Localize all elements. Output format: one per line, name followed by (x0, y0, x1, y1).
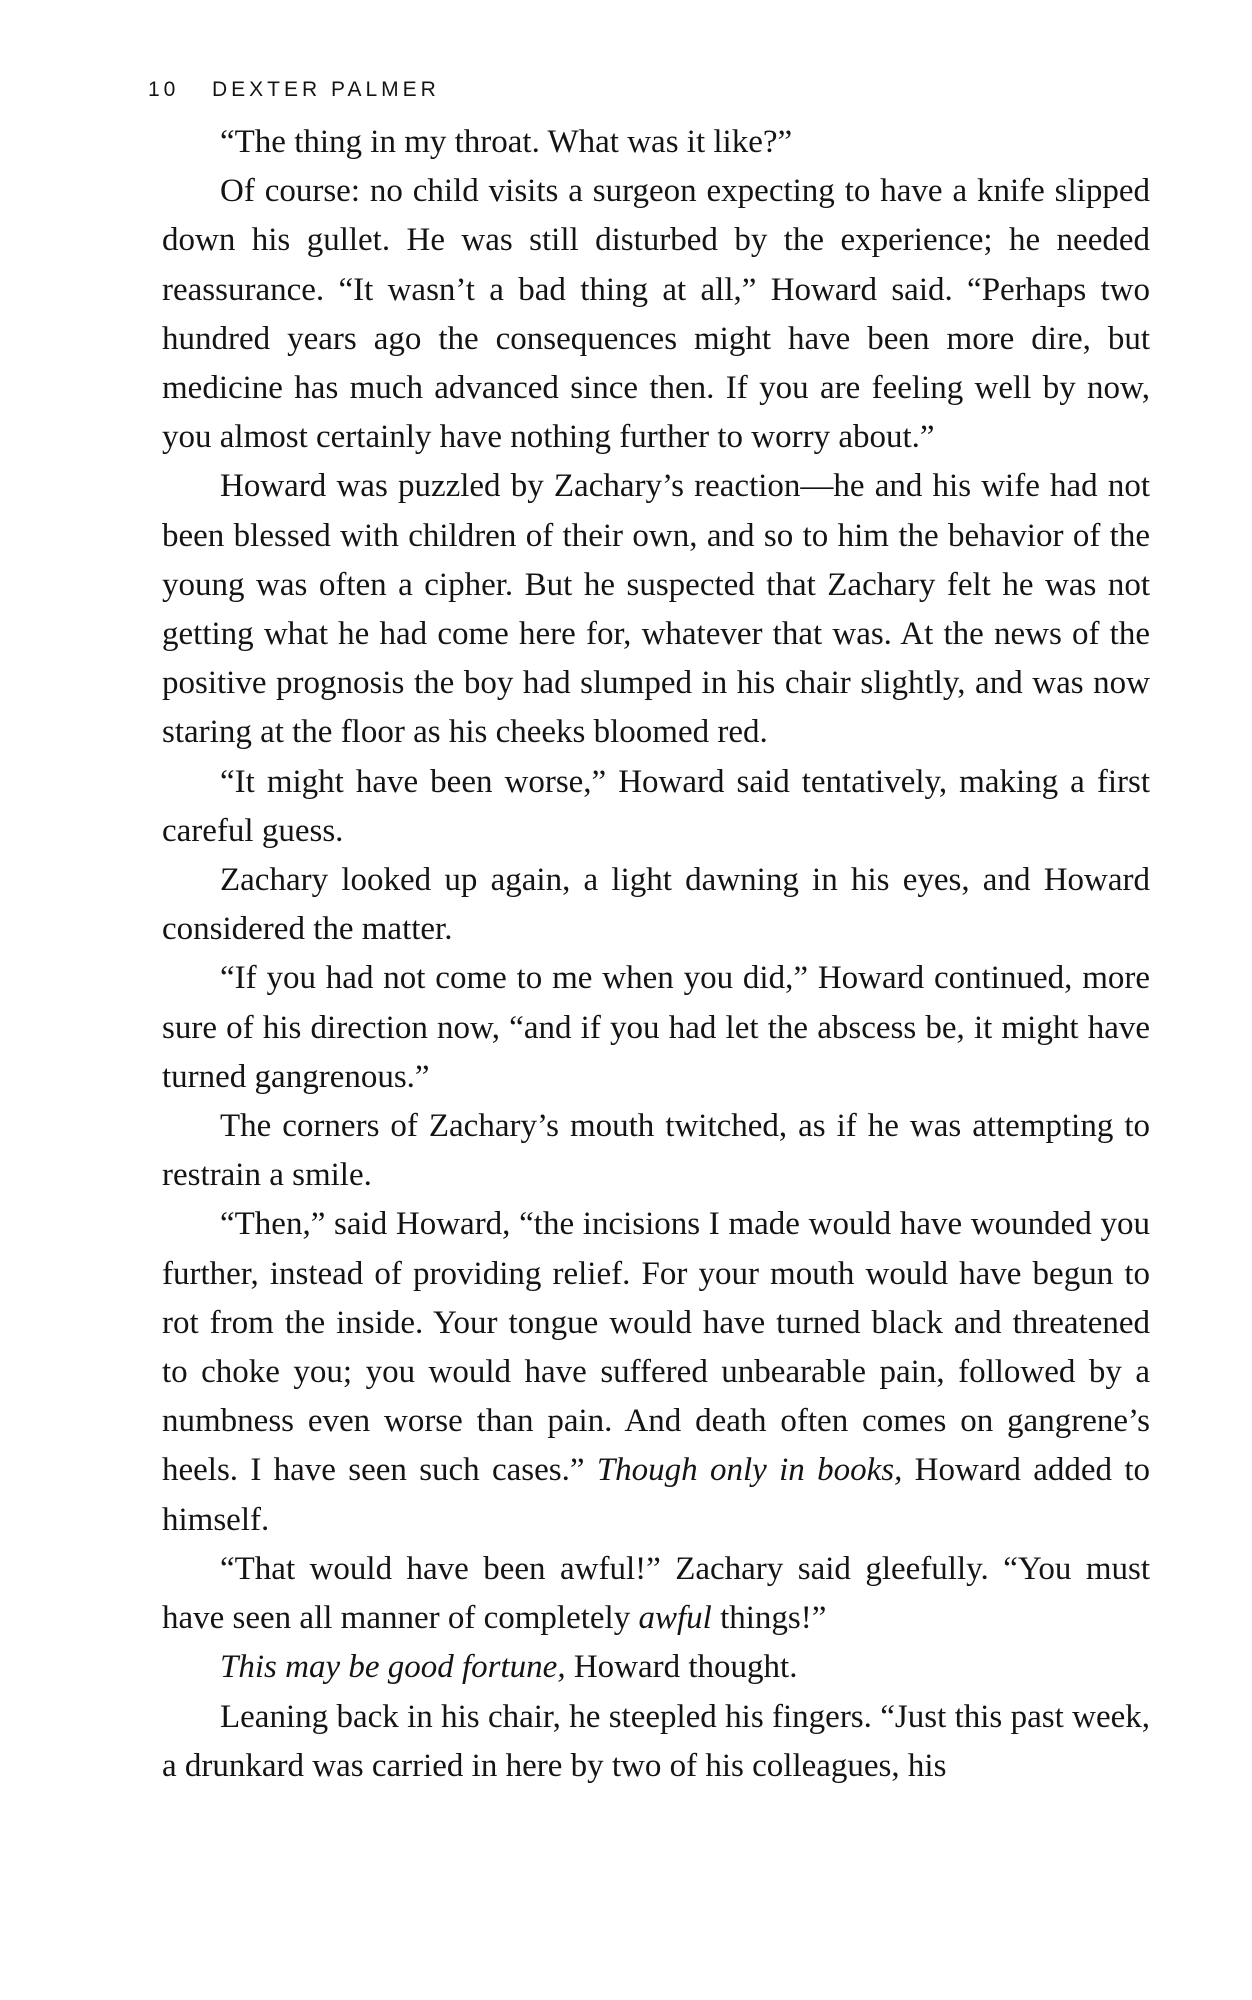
text-run: Howard added to himself. (162, 1452, 1151, 1538)
text-run: Leaning back in his chair, he steepled his fingers. “Just this past week, a drunkard was carried in here by two of his colleagues, his (162, 1698, 1150, 1784)
text-run: The corners of Zachary’s mouth twitched, as if he was attempting to restrain a smile. (162, 1108, 1150, 1194)
italic-emphasis: awful (638, 1600, 712, 1637)
paragraph (162, 1102, 1150, 1200)
paragraph (162, 167, 1150, 462)
text-run: Of course: no child visits a surgeon expecting to have a knife slipped down his gullet. He was still disturbed by the experience; he needed reassurance. “It wasn’t a bad thing at all,” Howard said. “Perhaps two hundred years ago the consequences might have been more dire, but medicine has much advanced since then. If you are feeling well by now, you almost certainly have nothing further to worry about.” (162, 173, 1150, 456)
paragraph (162, 954, 1150, 1102)
text-run: “The thing in my throat. What was it like?” (220, 124, 793, 160)
text-run: “That would have been awful!” Zachary said gleefully. “You must have seen all manner of completely (162, 1550, 1150, 1637)
text-run: “Then,” said Howard, “the incisions I made would have wounded you further, instead of providing relief. For your mouth would have begun to rot from the inside. Your tongue would have turned black and threatened to choke you; you would have suffered unbearable pain, followed by a numbness even worse than pain. And death often comes on gangrene’s heels. I have seen such cases.” (162, 1206, 1150, 1489)
paragraph (162, 1200, 1150, 1544)
italic-thought: This may be good fortune, (220, 1649, 566, 1686)
text-run: things!” (711, 1600, 827, 1637)
author-name: DEXTER PALMER (212, 78, 440, 101)
paragraph (162, 462, 1150, 757)
text-run: “It might have been worse,” Howard said tentatively, making a first careful guess. (162, 763, 1150, 849)
paragraph (162, 1693, 1150, 1791)
text-run: Howard thought. (565, 1649, 798, 1686)
paragraph (162, 1545, 1150, 1643)
body-text (162, 118, 1150, 1791)
text-run: Howard was puzzled by Zachary’s reaction—he and his wife had not been blessed with children of their own, and so to him the behavior of the young was often a cipher. But he suspected that Zachary felt he was not getting what he had come here for, whatever that was. At the news of the positive prognosis the boy had slumped in his chair slightly, and was now staring at the floor as his cheeks bloomed red. (162, 468, 1150, 751)
page-number: 10 (148, 78, 180, 101)
italic-thought: Though only in books, (596, 1452, 903, 1489)
paragraph (162, 118, 1150, 167)
paragraph (162, 1643, 1150, 1692)
paragraph (162, 856, 1150, 954)
paragraph (162, 758, 1150, 856)
running-head (148, 78, 440, 102)
text-run: Zachary looked up again, a light dawning in his eyes, and Howard considered the matter. (162, 862, 1150, 948)
text-run: “If you had not come to me when you did,” Howard continued, more sure of his direction now, “and if you had let the abscess be, it might have turned gangrenous.” (162, 960, 1150, 1095)
